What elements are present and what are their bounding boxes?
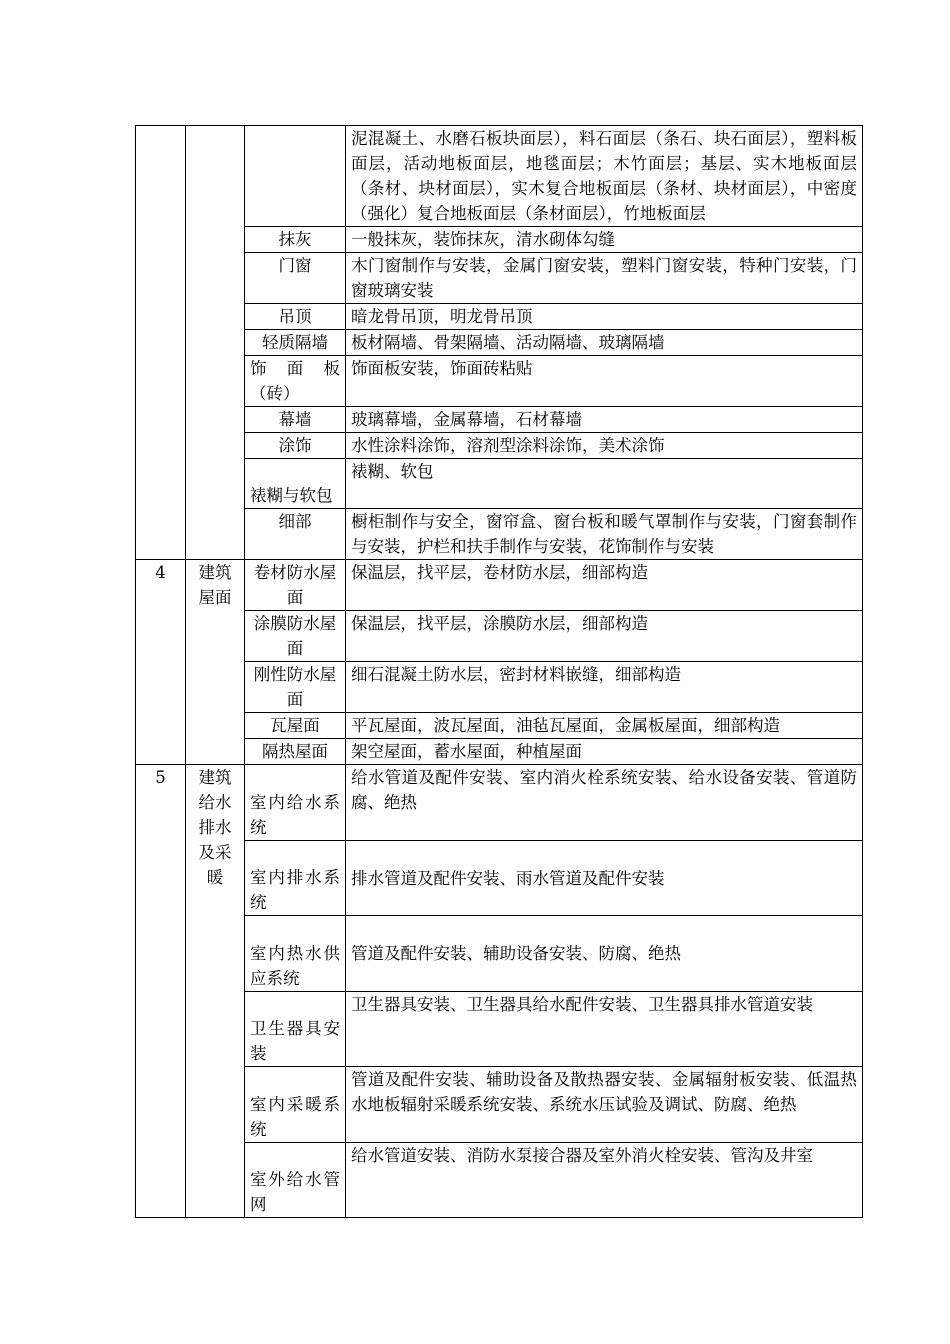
subdivision-cell: 抹灰 bbox=[245, 227, 346, 253]
subdivision-cell: 卷材防水屋面 bbox=[245, 560, 346, 611]
subdivision-cell: 室外给水管网 bbox=[245, 1143, 346, 1218]
table-row bbox=[136, 1143, 863, 1218]
description-cell: 给水管道及配件安装、室内消火栓系统安装、给水设备安装、管道防腐、绝热 bbox=[346, 765, 863, 841]
description-cell: 管道及配件安装、辅助设备安装、防腐、绝热 bbox=[346, 916, 863, 992]
number-cell: 5 bbox=[136, 765, 186, 1218]
description-cell: 水性涂料涂饰，溶剂型涂料涂饰，美术涂饰 bbox=[346, 433, 863, 459]
table-row bbox=[136, 841, 863, 916]
number-cell bbox=[136, 126, 186, 560]
subdivision-cell: 刚性防水屋面 bbox=[245, 662, 346, 713]
subdivision-cell: 室内采暖系统 bbox=[245, 1067, 346, 1143]
description-cell: 排水管道及配件安装、雨水管道及配件安装 bbox=[346, 841, 863, 916]
subdivision-cell: 门窗 bbox=[245, 253, 346, 304]
subdivision-cell: 裱糊与软包 bbox=[245, 459, 346, 509]
subdivision-cell: 幕墙 bbox=[245, 407, 346, 433]
subdivision-cell: 细部 bbox=[245, 509, 346, 560]
table-row bbox=[136, 713, 863, 739]
subdivision-cell: 涂饰 bbox=[245, 433, 346, 459]
subdivision-cell: 卫生器具安装 bbox=[245, 992, 346, 1067]
subdivision-cell: 轻质隔墙 bbox=[245, 330, 346, 356]
table-row bbox=[136, 992, 863, 1067]
subdivision-cell: 室内热水供应系统 bbox=[245, 916, 346, 992]
description-cell: 给水管道安装、消防水泵接合器及室外消火栓安装、管沟及井室 bbox=[346, 1143, 863, 1218]
subdivision-cell: 瓦屋面 bbox=[245, 713, 346, 739]
table-row bbox=[136, 304, 863, 330]
subdivision-cell: 隔热屋面 bbox=[245, 739, 346, 765]
table-row bbox=[136, 433, 863, 459]
description-cell: 饰面板安装，饰面砖粘贴 bbox=[346, 356, 863, 407]
description-cell: 卫生器具安装、卫生器具给水配件安装、卫生器具排水管道安装 bbox=[346, 992, 863, 1067]
description-cell: 平瓦屋面，波瓦屋面，油毡瓦屋面，金属板屋面，细部构造 bbox=[346, 713, 863, 739]
number-cell: 4 bbox=[136, 560, 186, 765]
table-row bbox=[136, 407, 863, 433]
subdivision-cell: 室内给水系统 bbox=[245, 765, 346, 841]
table-row bbox=[136, 611, 863, 662]
table-row bbox=[136, 126, 863, 227]
table-row bbox=[136, 509, 863, 560]
table-row bbox=[136, 916, 863, 992]
description-cell: 保温层，找平层，涂膜防水层，细部构造 bbox=[346, 611, 863, 662]
description-cell: 架空屋面，蓄水屋面，种植屋面 bbox=[346, 739, 863, 765]
table-row bbox=[136, 227, 863, 253]
description-cell: 板材隔墙、骨架隔墙、活动隔墙、玻璃隔墙 bbox=[346, 330, 863, 356]
subdivision-cell: 涂膜防水屋面 bbox=[245, 611, 346, 662]
subdivision-cell: 吊顶 bbox=[245, 304, 346, 330]
description-cell: 木门窗制作与安装，金属门窗安装，塑料门窗安装，特种门安装，门窗玻璃安装 bbox=[346, 253, 863, 304]
table-row bbox=[136, 739, 863, 765]
subdivision-cell: 饰 面 板（砖） bbox=[245, 356, 346, 407]
description-cell: 管道及配件安装、辅助设备及散热器安装、金属辐射板安装、低温热水地板辐射采暖系统安装、系统水压试验及调试、防腐、绝热 bbox=[346, 1067, 863, 1143]
description-cell: 一般抹灰，装饰抹灰，清水砌体勾缝 bbox=[346, 227, 863, 253]
description-cell: 暗龙骨吊顶，明龙骨吊顶 bbox=[346, 304, 863, 330]
description-cell: 细石混凝土防水层，密封材料嵌缝，细部构造 bbox=[346, 662, 863, 713]
category-cell: 建筑屋面 bbox=[186, 560, 245, 765]
category-cell bbox=[186, 126, 245, 560]
table-row bbox=[136, 560, 863, 611]
description-cell: 玻璃幕墙，金属幕墙，石材幕墙 bbox=[346, 407, 863, 433]
category-cell: 建筑给水排水及采暖 bbox=[186, 765, 245, 1218]
description-cell: 裱糊、软包 bbox=[346, 459, 863, 509]
table-row bbox=[136, 253, 863, 304]
table-row bbox=[136, 330, 863, 356]
table-row bbox=[136, 765, 863, 841]
table-row bbox=[136, 1067, 863, 1143]
table-row bbox=[136, 662, 863, 713]
subdivision-cell bbox=[245, 126, 346, 227]
table-row bbox=[136, 356, 863, 407]
description-cell: 保温层，找平层，卷材防水层，细部构造 bbox=[346, 560, 863, 611]
description-cell: 泥混凝土、水磨石板块面层），料石面层（条石、块石面层），塑料板面层，活动地板面层，地毯面层；木竹面层；基层、实木地板面层（条材、块材面层），实木复合地板面层（条材、块材面层），中密度（强化）复合地板面层（条材面层），竹地板面层 bbox=[346, 126, 863, 227]
description-cell: 橱柜制作与安全，窗帘盒、窗台板和暖气罩制作与安装，门窗套制作与安装，护栏和扶手制作与安装，花饰制作与安装 bbox=[346, 509, 863, 560]
subdivision-cell: 室内排水系统 bbox=[245, 841, 346, 916]
construction-subdivision-table bbox=[135, 125, 863, 1218]
table-row bbox=[136, 459, 863, 509]
